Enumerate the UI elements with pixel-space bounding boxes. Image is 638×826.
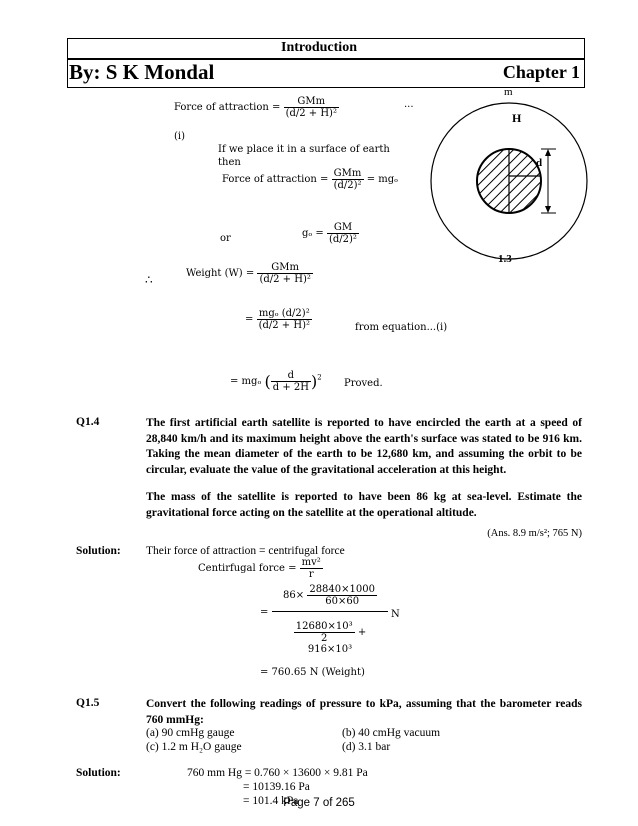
ellipsis: ... xyxy=(404,99,414,110)
page-number: Page 7 of 265 xyxy=(283,797,355,809)
eq-g0: gₒ = $\frac{GM}{\text{(d/2)²}}$ xyxy=(302,222,357,245)
earth-satellite-figure xyxy=(428,86,598,266)
sol14-result: = 760.65 N (Weight) xyxy=(260,667,365,678)
proved-label: Proved. xyxy=(344,378,383,389)
q15-option-b: (b) 40 cmHg vacuum xyxy=(342,727,441,739)
header-chapter: Chapter 1 xyxy=(502,62,580,82)
q15-option-d: (d) 3.1 bar xyxy=(342,741,391,753)
eq-centrifugal: Centirfugal force = $\frac{\text{mv²}}{r}$ xyxy=(198,557,321,580)
therefore-symbol: ∴ xyxy=(145,273,153,287)
calc-denominator: $\frac{\text{12680×10³}}{2}$ + 916×10³ xyxy=(295,621,367,655)
q15-option-c: (c) 1.2 m H₂O gauge xyxy=(146,741,242,753)
eq-weight: Weight (W) = $\frac{\text{GMm}}{\text{(d/2 + H)²}}$ xyxy=(186,262,311,285)
label-d: d xyxy=(536,157,543,169)
eq-weight-step3: = mgₒ ( $\frac{d}{d + 2H}$ )$^2$ xyxy=(230,370,322,393)
sol15-label: Solution: xyxy=(76,767,121,779)
label-H: H xyxy=(512,111,522,125)
sol15-line3: = 101.4 kPa xyxy=(243,795,299,807)
q15-label: Q1.5 xyxy=(76,697,100,709)
header-title: Introduction xyxy=(281,40,357,55)
calc-unit: N xyxy=(391,609,400,620)
or-label: or xyxy=(220,233,231,244)
calc-numerator: 86× $\frac{28840\times 1000}{60\times 60}$ xyxy=(272,584,388,612)
calc-equals: = xyxy=(260,607,269,618)
header-author: By: S K Mondal xyxy=(69,60,215,84)
surface-text-2: then xyxy=(218,157,241,168)
step-i-label: (i) xyxy=(174,131,186,142)
q15-question: Convert the following readings of pressure to kPa, assuming that the barometer reads 760 mmHg: xyxy=(146,698,582,726)
eq-force-surface: Force of attraction = $\frac{\text{GMm}}{\text{(d/2)²}}$ = mgₒ xyxy=(222,168,398,191)
q14-answer: (Ans. 8.9 m/s²; 765 N) xyxy=(487,528,582,539)
eq-force-attraction: Force of attraction = $\frac{\text{GMm}}{\text{(d/2 + H)²}}$ xyxy=(174,96,337,119)
q14-label: Q1.4 xyxy=(76,416,100,428)
eq-weight-step2: = $\frac{\text{mgₒ (d/2)²}}{\text{(d/2 + H)²}}$ xyxy=(245,308,310,331)
q14-question: The first artificial earth satellite is reported to have encircled the earth at a speed of 28,840 km/h and its maximum height above the earth's surface was stated to be 916 km. Taking the mean diameter of the earth to be 12,680 km, and assuming the orbit to be circular, evaluate the value of the gravitational acceleration at this height. xyxy=(146,417,582,476)
label-m: m xyxy=(504,86,513,98)
surface-text-1: If we place it in a surface of earth xyxy=(218,144,390,155)
sol14-line1: Their force of attraction = centrifugal force xyxy=(146,545,345,557)
sol15-line2: = 10139.16 Pa xyxy=(243,781,310,793)
sol14-label: Solution: xyxy=(76,545,121,557)
sol15-line1: 760 mm Hg = 0.760 × 13600 × 9.81 Pa xyxy=(187,767,368,779)
q15-option-a: (a) 90 cmHg gauge xyxy=(146,727,235,739)
figure-number: 1.3 xyxy=(498,253,512,265)
eq-ref: from equation...(i) xyxy=(355,322,448,333)
q14-question-2: The mass of the satellite is reported to have been 86 kg at sea-level. Estimate the gravitational force acting on the satellite at the operational altitude. xyxy=(146,491,582,519)
